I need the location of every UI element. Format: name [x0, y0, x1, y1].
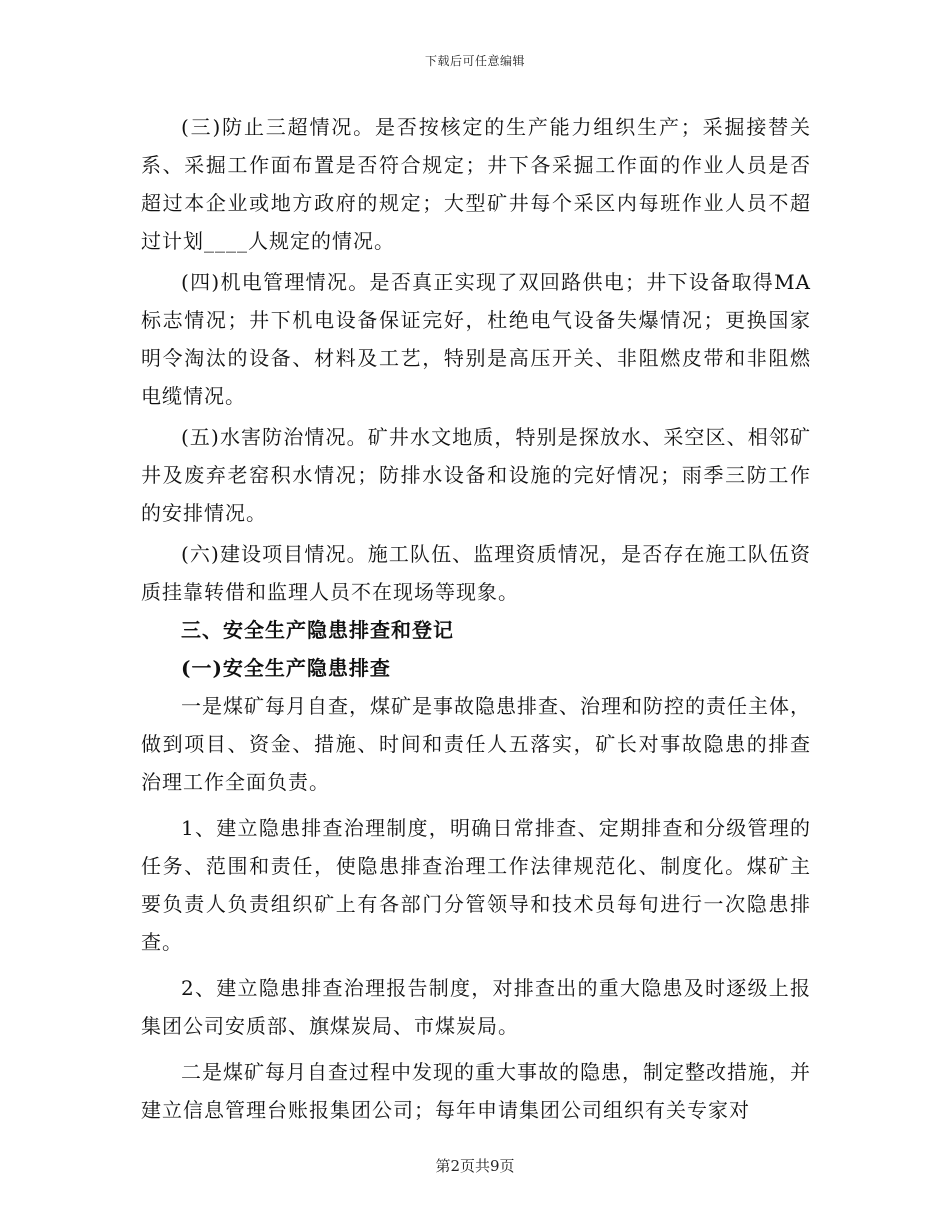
paragraph-item-1: 1、建立隐患排查治理制度，明确日常排查、定期排查和分级管理的任务、范围和责任，使隐患排查治理工作法律规范化、制度化。煤矿主要负责人负责组织矿上有各部门分管领导和技术员每旬进行一次隐患排查。	[141, 816, 811, 954]
paragraph-six-construction: (六)建设项目情况。施工队伍、监理资质情况，是否存在施工队伍资质挂靠转借和监理人员不在现场等现象。	[141, 542, 811, 604]
paragraph-major-hazard: 二是煤矿每月自查过程中发现的重大事故的隐患，制定整改措施，并建立信息管理台账报集团公司；每年申请集团公司组织有关专家对	[141, 1060, 811, 1122]
paragraph-three-overcapacity: (三)防止三超情况。是否按核定的生产能力组织生产；采掘接替关系、采掘工作面布置是否符合规定；井下各采掘工作面的作业人员是否超过本企业或地方政府的规定；大型矿井每个采区内每班作业人员不超过计划____人规定的情况。	[141, 115, 811, 253]
document-body	[141, 108, 811, 1129]
paragraph-item-2: 2、建立隐患排查治理报告制度，对排查出的重大隐患及时逐级上报集团公司安质部、旗煤炭局、市煤炭局。	[141, 976, 811, 1038]
page-header: 下载后可任意编辑	[424, 54, 525, 68]
section-heading: 三、安全生产隐患排查和登记	[181, 618, 454, 642]
paragraph-monthly-self-check: 一是煤矿每月自查，煤矿是事故隐患排查、治理和防控的责任主体，做到项目、资金、措施、时间和责任人五落实，矿长对事故隐患的排查治理工作全面负责。	[141, 694, 811, 794]
page-footer: 第2页共9页	[435, 1157, 515, 1175]
subsection-heading: (一)安全生产隐患排查	[181, 656, 391, 680]
paragraph-five-water-hazard: (五)水害防治情况。矿井水文地质，特别是探放水、采空区、相邻矿井及废弃老窑积水情况；防排水设备和设施的完好情况；雨季三防工作的安排情况。	[141, 425, 811, 525]
paragraph-four-electromechanical: (四)机电管理情况。是否真正实现了双回路供电；井下设备取得MA标志情况；井下机电设备保证完好，杜绝电气设备失爆情况；更换国家明令淘汰的设备、材料及工艺，特别是高压开关、非阻燃皮带和非阻燃电缆情况。	[141, 270, 811, 408]
